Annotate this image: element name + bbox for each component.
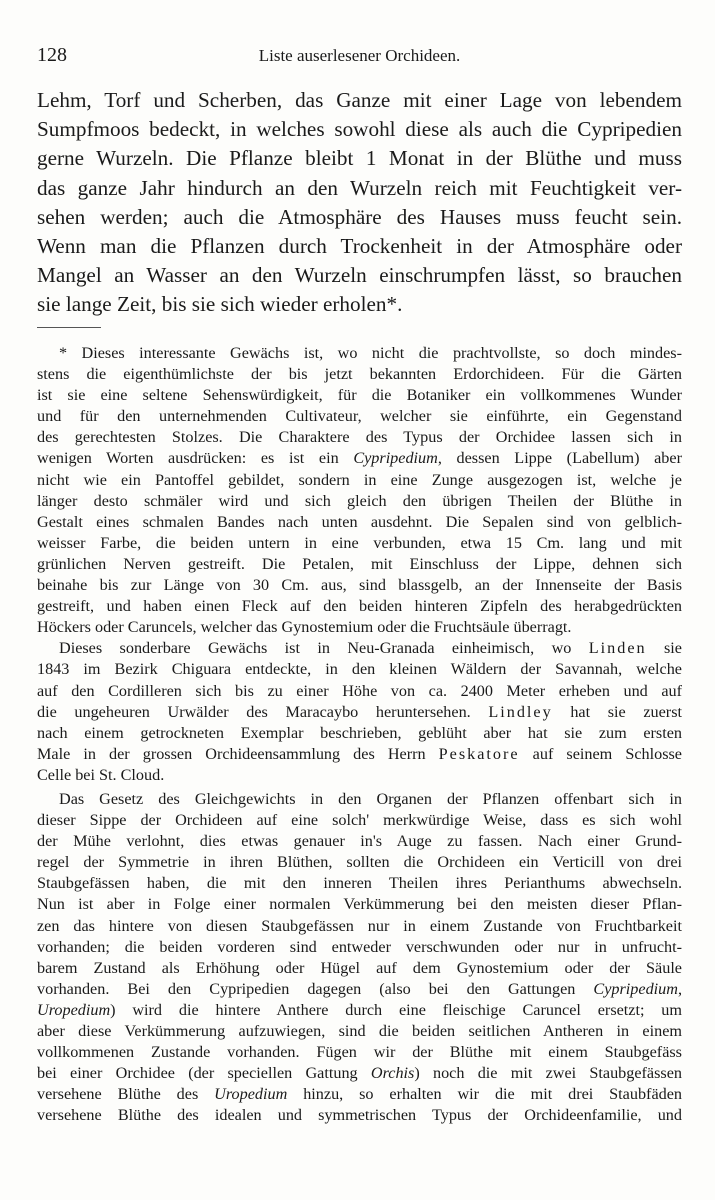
footnote-line: die ungeheuren Urwälder des Maracaybo heruntersehen. Lindley hat sie zuerst [37, 702, 682, 721]
footnote-line: vorhanden. Bei den Cypripedien dagegen (also bei den Gattungen Cypripedium, [37, 979, 682, 998]
footnote-line: regel der Symmetrie in ihren Blüthen, sollten die Orchideen ein Verticill von drei [37, 853, 682, 872]
footnote-line: nach einem getrockneten Exemplar beschrieben, geblüht aber hat sie zum ersten [37, 723, 682, 742]
footnote-line: grünlichen Nerven gestreift. Die Petalen, mit Einschluss der Lippe, dehnen sich [37, 554, 682, 573]
text-line: das ganze Jahr hindurch an den Wurzeln reich mit Feuchtigkeit ver- [37, 175, 682, 200]
footnote-line: weisser Farbe, die beiden untern in eine verbunden, etwa 15 Cm. lang und mit [37, 533, 682, 552]
footnote-divider [37, 327, 101, 328]
footnote-line: Nun ist aber in Folge einer normalen Verkümmerung bei den meisten dieser Pflan- [37, 895, 682, 914]
text-line: Wenn man die Pflanzen durch Trockenheit in der Atmosphäre oder [37, 233, 682, 258]
footnote-line: Das Gesetz des Gleichgewichts in den Organen der Pflanzen offenbart sich in [59, 789, 682, 808]
footnote-line: auf den Cordilleren sich bis zu einer Höhe von ca. 2400 Meter erheben und auf [37, 681, 682, 700]
text-line: sie lange Zeit, bis sie sich wieder erholen*. [37, 292, 403, 317]
footnote-line: vorhanden; die beiden vorderen sind entweder verschwunden oder nur in unfrucht- [37, 937, 682, 956]
page-number: 128 [37, 44, 67, 66]
text-line: gerne Wurzeln. Die Pflanze bleibt 1 Monat in der Blüthe und muss [37, 146, 682, 171]
footnote-line: des gerechtesten Stolzes. Die Charaktere des Typus der Orchidee lassen sich in [37, 428, 682, 447]
footnote-line: Staubgefässen haben, die mit den inneren Theilen ihres Perianthums abwechseln. [37, 874, 682, 893]
footnote-line: wenigen Worten ausdrücken: es ist ein Cypripedium, dessen Lippe (Labellum) aber [37, 449, 682, 468]
footnote-line: Höckers oder Caruncels, welcher das Gynostemium oder die Fruchtsäule überragt. [37, 618, 572, 637]
page-header [37, 44, 682, 74]
footnote-line: beinahe bis zur Länge von 30 Cm. aus, sind blassgelb, an der Innenseite der Basis [37, 576, 682, 595]
text-line: Mangel an Wasser an den Wurzeln einschrumpfen lässt, so brauchen [37, 263, 682, 288]
footnote-line: aber diese Verkümmerung aufzuwiegen, sind die beiden seitlichen Antheren in einem [37, 1022, 682, 1040]
text-line: Sumpfmoos bedeckt, in welches sowohl diese als auch die Cypripedien [37, 117, 682, 142]
footnote-line: nicht wie ein Pantoffel gebildet, sondern in eine Zunge ausgezogen ist, welche je [37, 470, 682, 489]
footnote-line: vollkommenen Zustande vorhanden. Fügen wir der Blüthe mit einem Staubgefäss [37, 1043, 682, 1062]
main-paragraph [37, 86, 682, 320]
footnote-block [37, 343, 682, 1126]
footnote-line: dieser Sippe der Orchideen auf eine solch' merkwürdige Weise, dass es sich wohl [37, 811, 682, 830]
footnote-line: versehene Blüthe des idealen und symmetrischen Typus der Orchideenfamilie, und [37, 1106, 682, 1125]
footnote-line: Uropedium) wird die hintere Anthere durch eine fleischige Caruncel ersetzt; um [37, 1000, 682, 1019]
text-line: sehen werden; auch die Atmosphäre des Hauses muss feucht sein. [37, 204, 682, 229]
footnote-line: barem Zustand als Erhöhung oder Hügel auf dem Gynostemium oder der Säule [37, 958, 682, 977]
footnote-line: bei einer Orchidee (der speciellen Gattung Orchis) noch die mit zwei Staubgefässen [37, 1064, 682, 1083]
footnote-line: der Mühe verlohnt, dies etwas genauer in's Auge zu fassen. Nach einer Grund- [37, 832, 682, 851]
footnote-line: 1843 im Bezirk Chiguara entdeckte, in den kleinen Wäldern der Savannah, welche [37, 660, 682, 679]
text-line: Lehm, Torf und Scherben, das Ganze mit einer Lage von lebendem [37, 88, 682, 112]
footnote-line: * Dieses interessante Gewächs ist, wo nicht die prachtvollste, so doch mindes- [59, 344, 682, 362]
footnote-line: und für den unternehmenden Cultivateur, welcher sie einführte, ein Gegenstand [37, 407, 682, 426]
footnote-line: Celle bei St. Cloud. [37, 765, 165, 784]
footnote-line: stens die eigenthümlichste der bis jetzt bekannten Erdorchideen. Für die Gärten [37, 365, 682, 384]
footnote-line: zen das hintere von diesen Staubgefässen nur in einem Zustande von Fruchtbarkeit [37, 916, 682, 935]
footnote-line: Dieses sonderbare Gewächs ist in Neu-Granada einheimisch, wo Linden sie [59, 639, 682, 658]
footnote-line: versehene Blüthe des Uropedium hinzu, so erhalten wir die mit drei Staubfäden [37, 1085, 682, 1104]
footnote-line: ist sie eine seltene Sehenswürdigkeit, für die Botaniker ein vollkommenes Wunder [37, 386, 682, 405]
running-head: Liste auserlesener Orchideen. [258, 46, 461, 65]
footnote-line: Male in der grossen Orchideensammlung des Herrn Peskatore auf seinem Schlosse [37, 744, 682, 763]
footnote-line: länger desto schmäler wird und sich gleich den übrigen Theilen der Blüthe in [37, 491, 682, 510]
footnote-line: gestreift, und haben einen Fleck auf den beiden hinteren Zipfeln des herabgedrückten [37, 597, 682, 616]
footnote-line: Gestalt eines schmalen Bandes nach unten ausdehnt. Die Sepalen sind von gelblich- [37, 512, 682, 531]
